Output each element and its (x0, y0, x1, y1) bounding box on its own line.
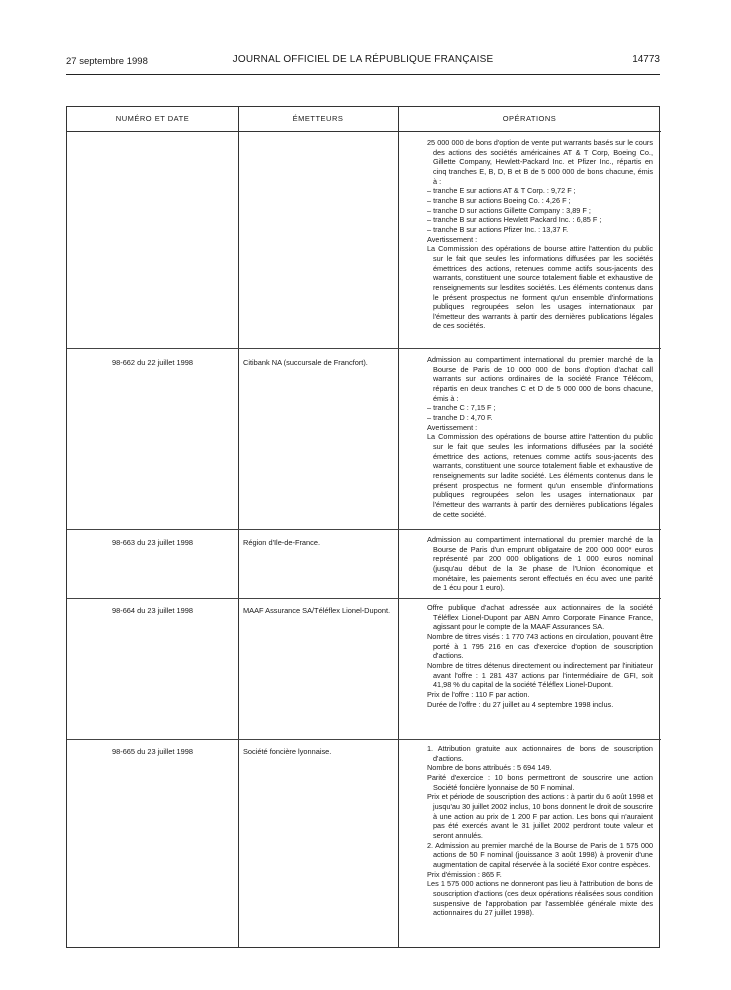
operation-line: Prix d'émission : 865 F. (427, 869, 502, 879)
operation-line: – tranche B sur actions Pfizer Inc. : 13,37 F. (427, 224, 569, 234)
table-row-operations (427, 744, 653, 918)
column-header-operations: OPÉRATIONS (398, 107, 661, 132)
operation-line: – tranche D sur actions Gillette Company : 3,89 F ; (427, 205, 591, 215)
table-row-operations (427, 603, 653, 709)
row-emetteur: Région d'Ile-de-France. (243, 538, 320, 547)
column-header-emetteurs: ÉMETTEURS (238, 107, 398, 132)
operation-line: Nombre de bons attribués : 5 694 149. (427, 763, 552, 773)
row-emetteur: MAAF Assurance SA/Téléflex Lionel-Dupont. (243, 606, 391, 615)
table-row-operations (427, 355, 653, 519)
column-header-numero: NUMÉRO ET DATE (67, 107, 238, 132)
page-header (66, 54, 660, 70)
row-divider (67, 598, 661, 599)
operation-line: Nombre de titres détenus directement ou indirectement par l'initiateur avant l'offre : 1 281 437 actions par l'intermédiaire de GFI, soit 41,98 % du capital de la société Téléflex Lionel-Dupont. (427, 660, 653, 690)
operation-line: Prix et période de souscription des actions : à partir du 6 août 1998 et jusqu'au 30 juillet 2002 inclus, 10 bons donnent le droit de souscrire à une action au prix de 1 200 F par action. Les bons qui n'auraient pas été exercés avant le 31 juillet 2002 perdront toute valeur et seront annulés. (427, 792, 653, 840)
operation-line: 1. Attribution gratuite aux actionnaires de bons de souscription d'actions. (427, 744, 653, 763)
operation-line: Admission au compartiment international du premier marché de la Bourse de Paris de 10 000 000 de bons d'option d'achat call warrants sur actions ordinaires de la société France Télécom, répartis en deux tranches C et D de 5 000 000 de bons chacune, émis à : (427, 355, 653, 403)
page-number: 14773 (632, 54, 660, 65)
row-numero: 98-662 du 22 juillet 1998 (112, 358, 193, 367)
operation-line: – tranche C : 7,15 F ; (427, 403, 496, 413)
column-divider (238, 107, 239, 947)
operation-line: La Commission des opérations de bourse attire l'attention du public sur le fait que seules les informations diffusées par les sociétés émettrices des actions, retenues comme actifs sous-jacents des warrants, constituent une source totalement fiable et exhaustive de renseignements sur lesdites sociétés. Les éléments contenus dans le présent prospectus ne forment qu'un ensemble d'informations publiques regroupées selon les usages internationaux par l'émetteur des warrants à partir des dernières publications légales de ces sociétés. (427, 244, 653, 331)
operation-line: 2. Admission au premier marché de la Bourse de Paris de 1 575 000 actions de 50 F nominal (jouissance 3 août 1998) à provenir d'une augmentation de capital réservée à la société Exor contre espèces. (427, 840, 653, 869)
operations-table (66, 106, 660, 948)
row-emetteur: Citibank NA (succursale de Francfort). (243, 358, 368, 367)
operation-line: Offre publique d'achat adressée aux actionnaires de la société Téléflex Lionel-Dupont par ABN Amro Corporate Finance France, agissant pour le compte de la MAAF Assurances SA. (427, 603, 653, 632)
issue-date: 27 septembre 1998 (66, 56, 148, 67)
table-row-operations (427, 138, 653, 331)
operation-line: Admission au compartiment international du premier marché de la Bourse de Paris d'un emprunt obligataire de 200 000 000* euros représenté par 200 000 obligations de 1 000 euros nominal (jusqu'au début de la 3e phase de l'Union économique et monétaire, les paiements seront effectués en écu avec une parité de 1 écu pour 1 euro). (427, 535, 653, 593)
row-numero: 98-663 du 23 juillet 1998 (112, 538, 193, 547)
operation-line: Nombre de titres visés : 1 770 743 actions en circulation, pouvant être porté à 1 795 216 en cas d'exercice d'option de souscription d'actions. (427, 631, 653, 661)
row-divider (67, 348, 661, 349)
journal-title: JOURNAL OFFICIEL DE LA RÉPUBLIQUE FRANÇAISE (232, 54, 494, 65)
row-divider (67, 739, 661, 740)
row-emetteur: Société foncière lyonnaise. (243, 747, 332, 756)
operation-line: 25 000 000 de bons d'option de vente put warrants basés sur le cours des actions des sociétés américaines AT & T Corp, Boeing Co., Gillette Company, Hewlett-Packard Inc. et Pfizer Inc., répartis en cinq tranches E, B, D, B et B de 5 000 000 de bons chacune, émis à : (427, 138, 653, 186)
operation-line: Les 1 575 000 actions ne donneront pas lieu à l'attribution de bons de souscription d'actions (ces deux opérations réalisées sous condition suspensive de l'approbation par l'assemblée générale mixte des actionnaires du 27 juillet 1998). (427, 879, 653, 918)
operation-line: Parité d'exercice : 10 bons permettront de souscrire une action Société foncière lyonnaise de 50 F nominal. (427, 772, 653, 792)
operation-line: La Commission des opérations de bourse attire l'attention du public sur le fait que seules les informations diffusées par la société émettrice des actions, retenues comme actifs sous-jacents des warrants, constituent une source totalement fiable et exhaustive de renseignements sur ladite société. Les éléments contenus dans le présent prospectus ne forment qu'un ensemble d'informations publiques regroupées selon les usages internationaux par l'émetteur des warrants à partir des dernières publications légales de cette société. (427, 432, 653, 519)
operation-line: – tranche B sur actions Hewlett Packard Inc. : 6,85 F ; (427, 215, 602, 225)
row-numero: 98-664 du 23 juillet 1998 (112, 606, 193, 615)
operation-line: Avertissement : (427, 422, 478, 432)
operation-line: Prix de l'offre : 110 F par action. (427, 689, 530, 699)
column-divider (398, 107, 399, 947)
operation-line: Durée de l'offre : du 27 juillet au 4 septembre 1998 inclus. (427, 699, 614, 709)
row-divider (67, 529, 661, 530)
row-numero: 98-665 du 23 juillet 1998 (112, 747, 193, 756)
operation-line: Avertissement : (427, 234, 478, 244)
header-rule (66, 74, 660, 75)
table-row-operations (427, 535, 653, 593)
operation-line: – tranche D : 4,70 F. (427, 412, 493, 422)
operation-line: – tranche E sur actions AT & T Corp. : 9,72 F ; (427, 186, 576, 196)
operation-line: – tranche B sur actions Boeing Co. : 4,26 F ; (427, 195, 571, 205)
